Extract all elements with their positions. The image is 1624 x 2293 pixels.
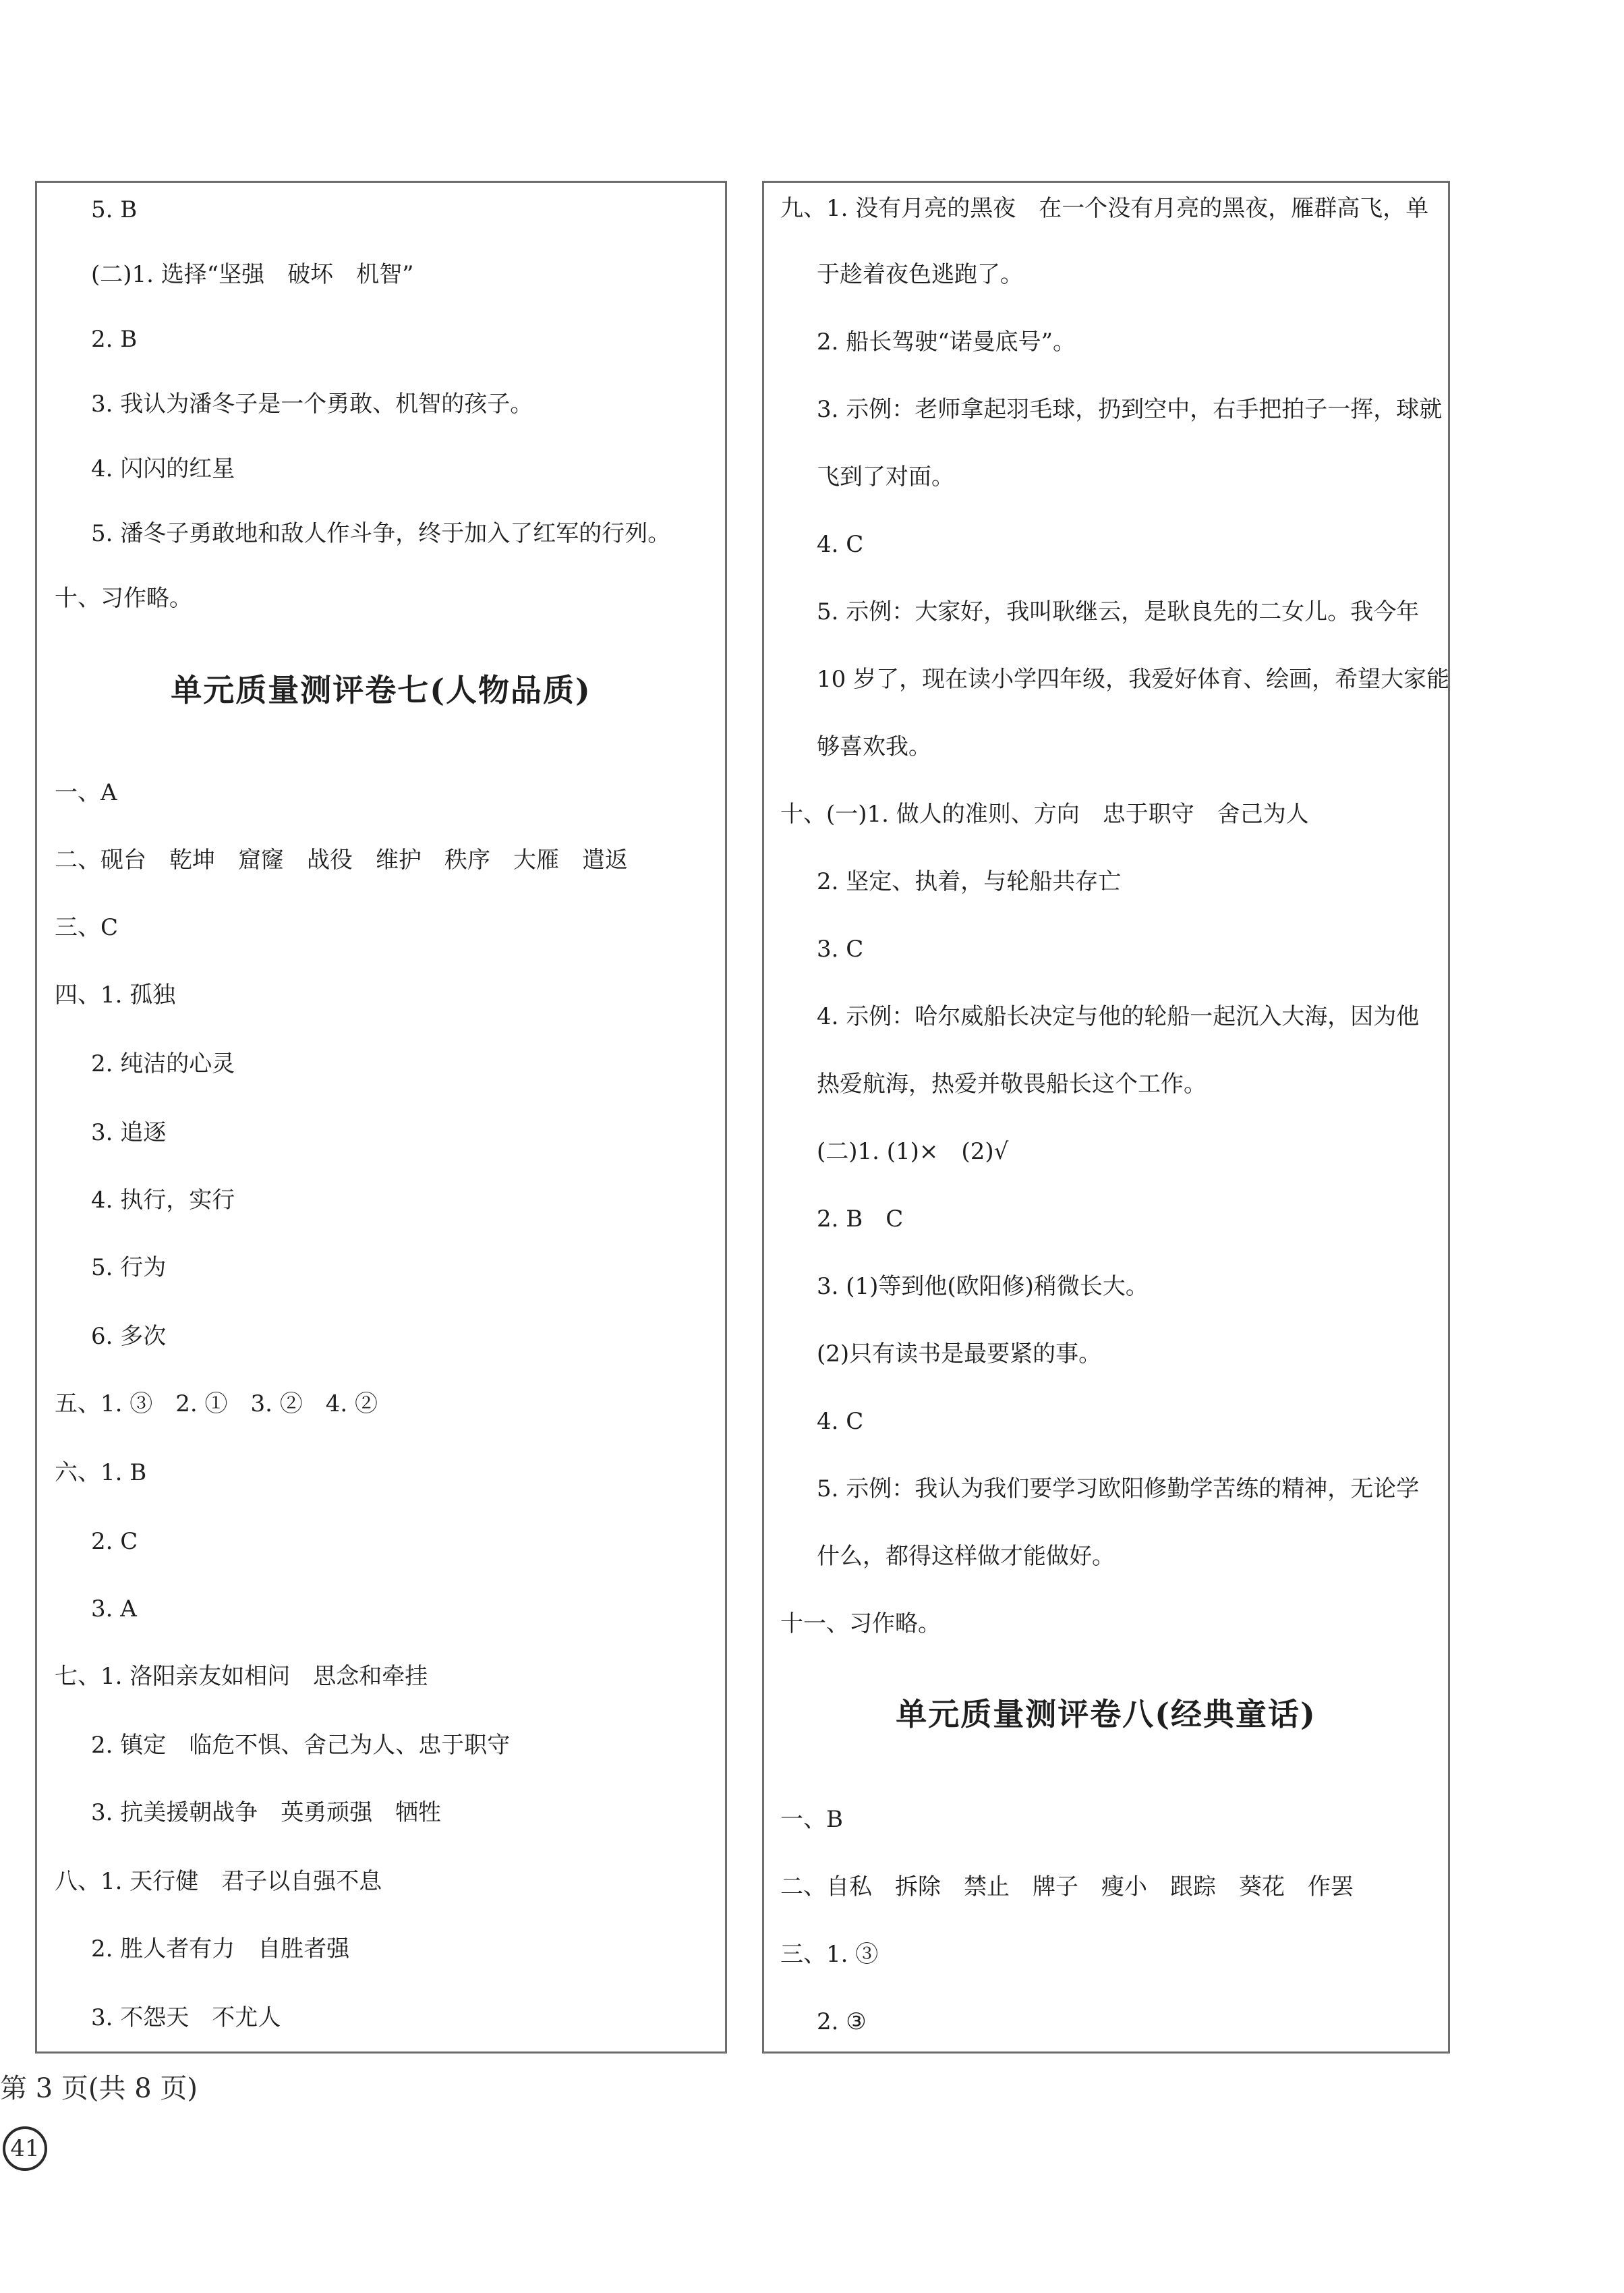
section-heading: 单元质量测评卷七(人物品质) xyxy=(171,672,591,708)
section-heading: 单元质量测评卷八(经典童话) xyxy=(896,1696,1316,1732)
answer-line: 十一、习作略。 xyxy=(780,1610,941,1637)
answer-line: 六、1. B xyxy=(55,1459,147,1486)
answer-line: 3. (1)等到他(欧阳修)稍微长大。 xyxy=(817,1273,1149,1300)
answer-line: 3. 我认为潘冬子是一个勇敢、机智的孩子。 xyxy=(91,391,533,418)
answer-line: 3. 抗美援朝战争 英勇顽强 牺牲 xyxy=(91,1799,442,1826)
page-number-badge: 41 xyxy=(3,2126,47,2171)
answer-line: 3. 追逐 xyxy=(91,1119,167,1146)
answer-line: 5. B xyxy=(91,196,138,223)
answer-line: 于趁着夜色逃跑了。 xyxy=(817,261,1023,288)
answer-line: 2. C xyxy=(91,1528,138,1555)
answer-column-right xyxy=(762,181,1450,2054)
answer-line: 3. 示例：老师拿起羽毛球，扔到空中，右手把拍子一挥，球就 xyxy=(817,396,1443,423)
answer-line: 10 岁了，现在读小学四年级，我爱好体育、绘画，希望大家能 xyxy=(817,666,1450,693)
answer-line: 八、1. 天行健 君子以自强不息 xyxy=(55,1868,382,1895)
answer-line: (2)只有读书是最要紧的事。 xyxy=(817,1340,1102,1367)
answer-line: 五、1. ③ 2. ① 3. ② 4. ② xyxy=(55,1390,378,1417)
answer-line: 4. 闪闪的红星 xyxy=(91,455,235,482)
answer-line: 4. 示例：哈尔威船长决定与他的轮船一起沉入大海，因为他 xyxy=(817,1003,1420,1030)
answer-line: (二)1. 选择“坚强 破坏 机智” xyxy=(91,261,414,288)
answer-line: 什么，都得这样做才能做好。 xyxy=(817,1543,1115,1570)
answer-line: 2. ③ xyxy=(817,2008,867,2035)
answer-line: 二、砚台 乾坤 窟窿 战役 维护 秩序 大雁 遣返 xyxy=(55,847,628,874)
answer-column-left xyxy=(35,181,727,2054)
answer-line: 三、1. ③ xyxy=(780,1941,879,1968)
answer-line: 6. 多次 xyxy=(91,1323,167,1350)
answer-line: 3. 不怨天 不尤人 xyxy=(91,2004,281,2031)
answer-line: 一、A xyxy=(55,779,117,806)
answer-line: 热爱航海，热爱并敬畏船长这个工作。 xyxy=(817,1071,1207,1098)
answer-line: 3. A xyxy=(91,1595,137,1622)
answer-line: 2. 胜人者有力 自胜者强 xyxy=(91,1935,350,1962)
answer-line: 2. 坚定、执着，与轮船共存亡 xyxy=(817,868,1122,895)
answer-line: 够喜欢我。 xyxy=(817,733,931,760)
answer-line: 4. C xyxy=(817,1408,864,1435)
answer-line: 2. 船长驾驶“诺曼底号”。 xyxy=(817,329,1076,356)
answer-line: 5. 示例：我认为我们要学习欧阳修勤学苦练的精神，无论学 xyxy=(817,1475,1420,1502)
answer-line: 2. B C xyxy=(817,1206,904,1233)
answer-line: 七、1. 洛阳亲友如相问 思念和牵挂 xyxy=(55,1663,428,1690)
answer-line: 4. 执行，实行 xyxy=(91,1187,235,1214)
answer-line: 5. 行为 xyxy=(91,1254,167,1281)
answer-line: 四、1. 孤独 xyxy=(55,982,176,1009)
answer-line: 2. B xyxy=(91,326,138,353)
answer-line: 十、习作略。 xyxy=(55,585,192,612)
answer-line: 二、自私 拆除 禁止 牌子 瘦小 跟踪 葵花 作罢 xyxy=(780,1873,1354,1900)
answer-line: 三、C xyxy=(55,914,119,941)
answer-line: 飞到了对面。 xyxy=(817,463,954,490)
answer-line: 十、(一)1. 做人的准则、方向 忠于职守 舍己为人 xyxy=(780,801,1309,828)
answer-line: 4. C xyxy=(817,531,864,558)
answer-line: (二)1. (1)× (2)√ xyxy=(817,1138,1009,1165)
page-indicator: 第 3 页(共 8 页) xyxy=(0,2073,198,2104)
answer-line: 3. C xyxy=(817,936,864,963)
answer-line: 5. 潘冬子勇敢地和敌人作斗争，终于加入了红军的行列。 xyxy=(91,520,671,547)
answer-line: 九、1. 没有月亮的黑夜 在一个没有月亮的黑夜，雁群高飞，单 xyxy=(780,195,1429,222)
answer-line: 5. 示例：大家好，我叫耿继云，是耿良先的二女儿。我今年 xyxy=(817,598,1420,625)
answer-line: 2. 镇定 临危不惧、舍己为人、忠于职守 xyxy=(91,1732,511,1759)
answer-line: 一、B xyxy=(780,1806,843,1833)
answer-line: 2. 纯洁的心灵 xyxy=(91,1050,235,1077)
